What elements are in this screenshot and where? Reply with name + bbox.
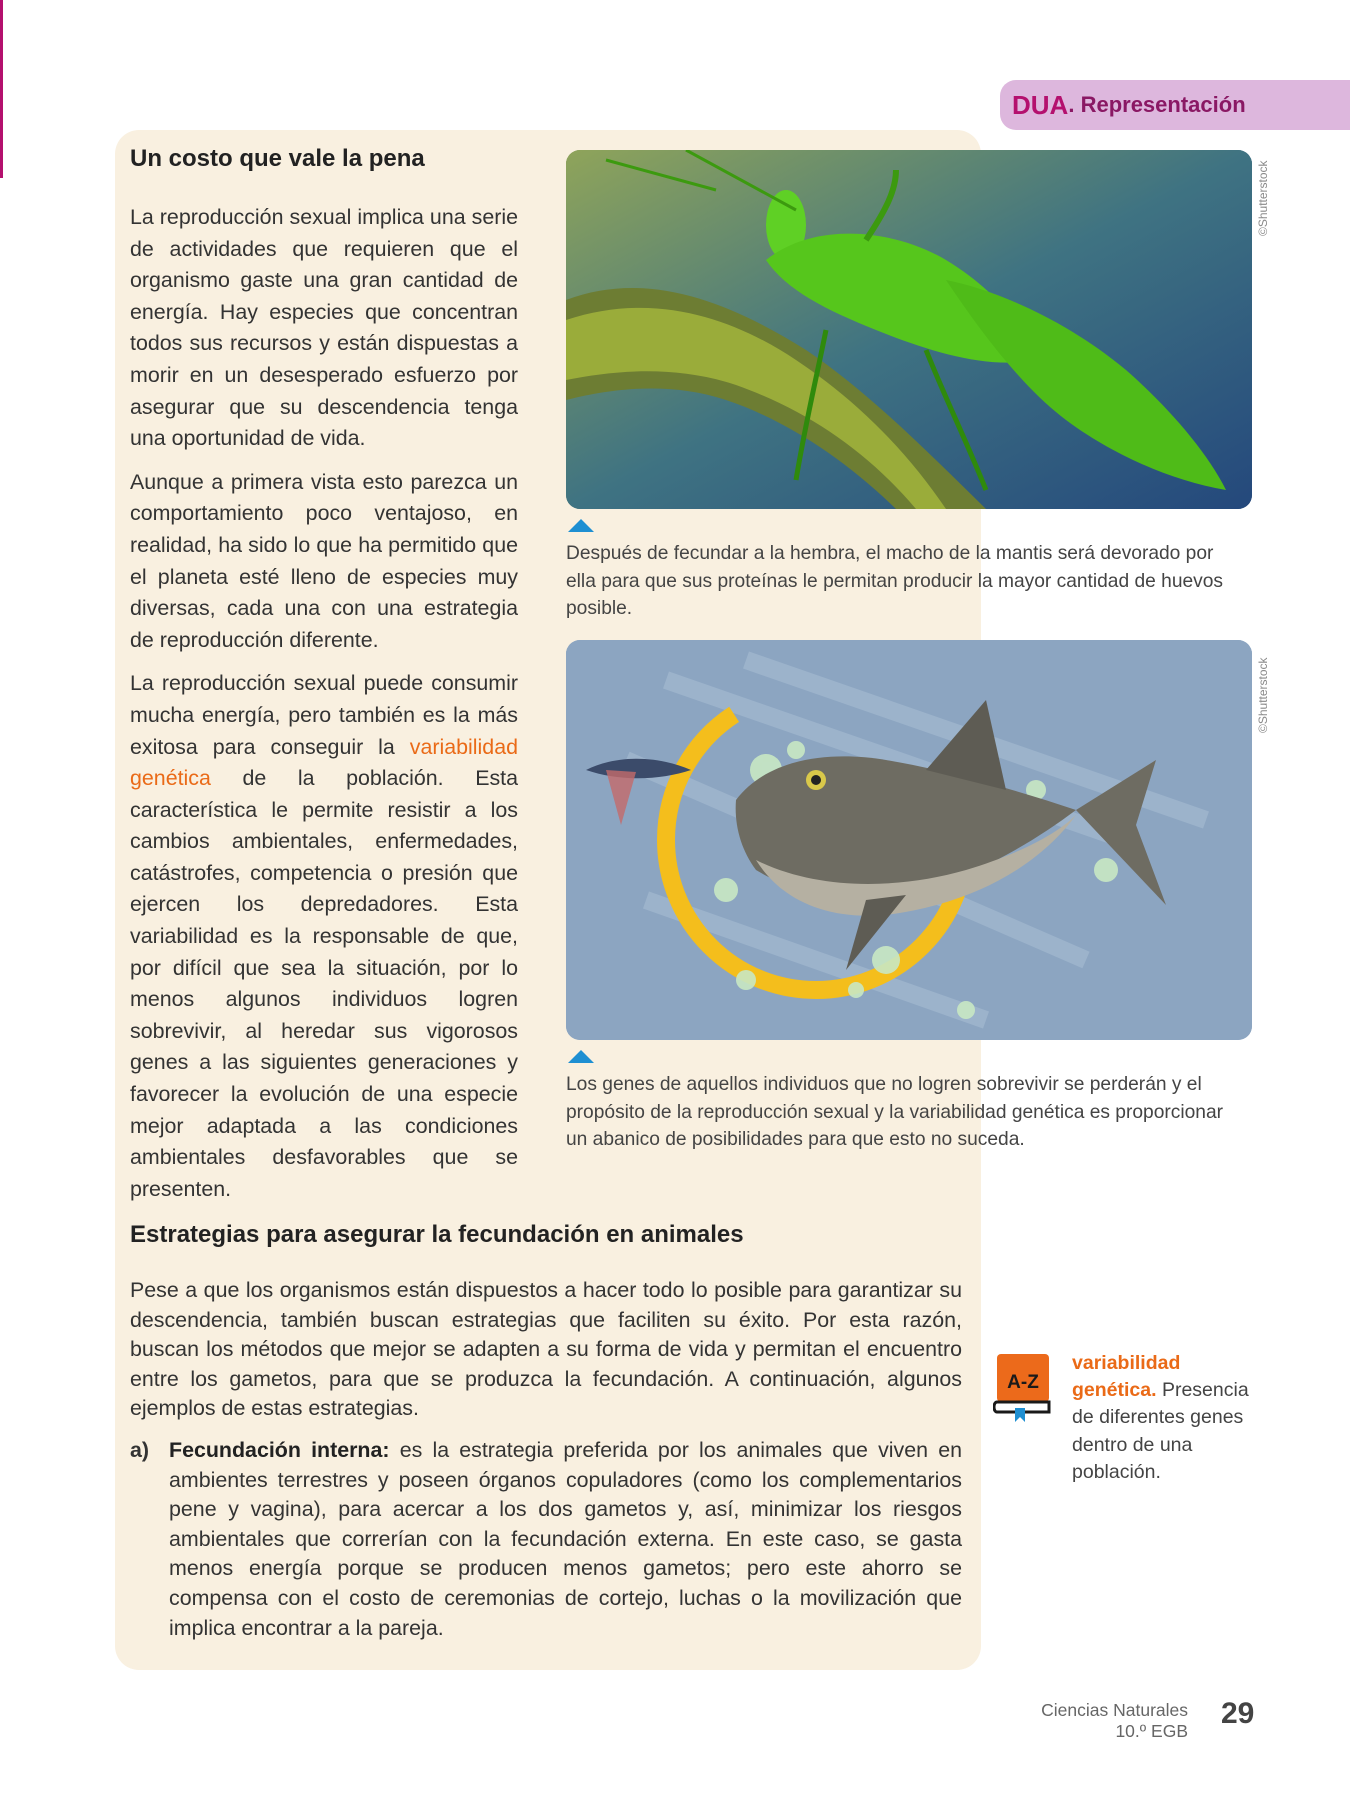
footer-grade: 10.º EGB: [1115, 1721, 1188, 1741]
section-body: [130, 202, 518, 1217]
section-title: Un costo que vale la pena: [130, 145, 425, 172]
paragraph-text: de la población. Esta característica le permite resistir a los cambios ambientales, enfermedades, catástrofes, competencia o presión que ejercen los depredadores. Esta variabilidad es la responsable de que, por difícil que sea la situación, por lo menos algunos individuos logren sobrevivir, al heredar sus vigorosos genes a las siguientes generaciones y favorecer la evolución de una especie mejor adaptada a las condiciones ambientales desfavorables que se presenten.: [130, 766, 518, 1201]
footer: [1041, 1700, 1188, 1742]
list-marker: a): [130, 1437, 150, 1462]
dua-tab: [1000, 80, 1350, 130]
list-term: Fecundación interna:: [169, 1437, 390, 1462]
figure-caption: Después de fecundar a la hembra, el macho de la mantis será devorado por ella para que sus proteínas le permitan producir la mayor cantidad de huevos posible.: [566, 543, 1224, 620]
glossary-term: variabilidad genética.: [1072, 1352, 1181, 1402]
trevally-hunting-flyingfish-illustration: [566, 640, 1252, 1040]
dua-label: DUA: [1012, 89, 1069, 120]
paragraph: [130, 668, 518, 1205]
mantis-illustration: [566, 150, 1252, 509]
glossary-entry: [1072, 1350, 1264, 1486]
photo-credit: ©Shutterstock: [1256, 657, 1270, 733]
paragraph: Aunque a primera vista esto parezca un comportamiento poco ventajoso, en realidad, ha sido lo que ha permitido que el planeta esté lleno de especies muy diversas, cada una con una estrategia de reproducción diferente.: [130, 469, 518, 652]
page-edge-rule: [0, 0, 3, 178]
list-text: es la estrategia preferida por los animales que viven en ambientes terrestres y poseen órganos copuladores (como los complementarios pene y vagina), para acercar a los dos gametos y, así, minimizar los riesgos ambientales que correrían con la fecundación externa. En este caso, se gasta menos energía porque se producen menos gametos; pero este ahorro se compensa con el costo de ceremonias de cortejo, luchas o la movilización que implica encontrar a la pareja.: [169, 1437, 962, 1640]
glossary-definition: Presencia de diferentes genes dentro de una población.: [1072, 1379, 1249, 1483]
glossary-book-icon: [993, 1352, 1053, 1424]
fish-illustration: [566, 640, 1252, 1040]
page-number: 29: [1221, 1697, 1255, 1730]
paragraph-text: La reproducción sexual puede consumir mucha energía, pero también es la más exitosa para conseguir la: [130, 671, 518, 759]
section-title: Estrategias para asegurar la fecundación en animales: [130, 1221, 744, 1248]
photo-credit: ©Shutterstock: [1256, 160, 1270, 236]
paragraph: Pese a que los organismos están dispuestos a hacer todo lo posible para garantizar su descendencia, también buscan estrategias que faciliten su éxito. Por esta razón, buscan los métodos que mejor se adapten a su forma de vida y permitan el encuentro entre los gametos, para que se produzca la fecundación. A continuación, algunos ejemplos de estas estrategias.: [130, 1278, 962, 1421]
section-body: [130, 1276, 962, 1643]
caption-pointer-icon: [568, 1050, 594, 1063]
paragraph: La reproducción sexual implica una serie de actividades que requieren que el organismo gaste una gran cantidad de energía. Hay especies que concentran todos sus recursos y están dispuestas a morir en un desesperado esfuerzo por asegurar que su descendencia tenga una oportunidad de vida.: [130, 205, 518, 451]
glossary-icon-label: A-Z: [1007, 1372, 1039, 1393]
glossary-term-link[interactable]: variabilidad genética: [130, 734, 518, 791]
list-item-body: [169, 1436, 962, 1643]
footer-subject: Ciencias Naturales: [1041, 1700, 1188, 1720]
list-item: [130, 1436, 962, 1643]
caption-pointer-icon: [568, 519, 594, 532]
figure-caption: Los genes de aquellos individuos que no logren sobrevivir se perderán y el propósito de la reproducción sexual y la variabilidad genética es proporcionar un abanico de posibilidades para que esto no suceda.: [566, 1074, 1224, 1151]
mantis-photo: [566, 150, 1252, 509]
dua-subtitle: . Representación: [1068, 92, 1245, 118]
